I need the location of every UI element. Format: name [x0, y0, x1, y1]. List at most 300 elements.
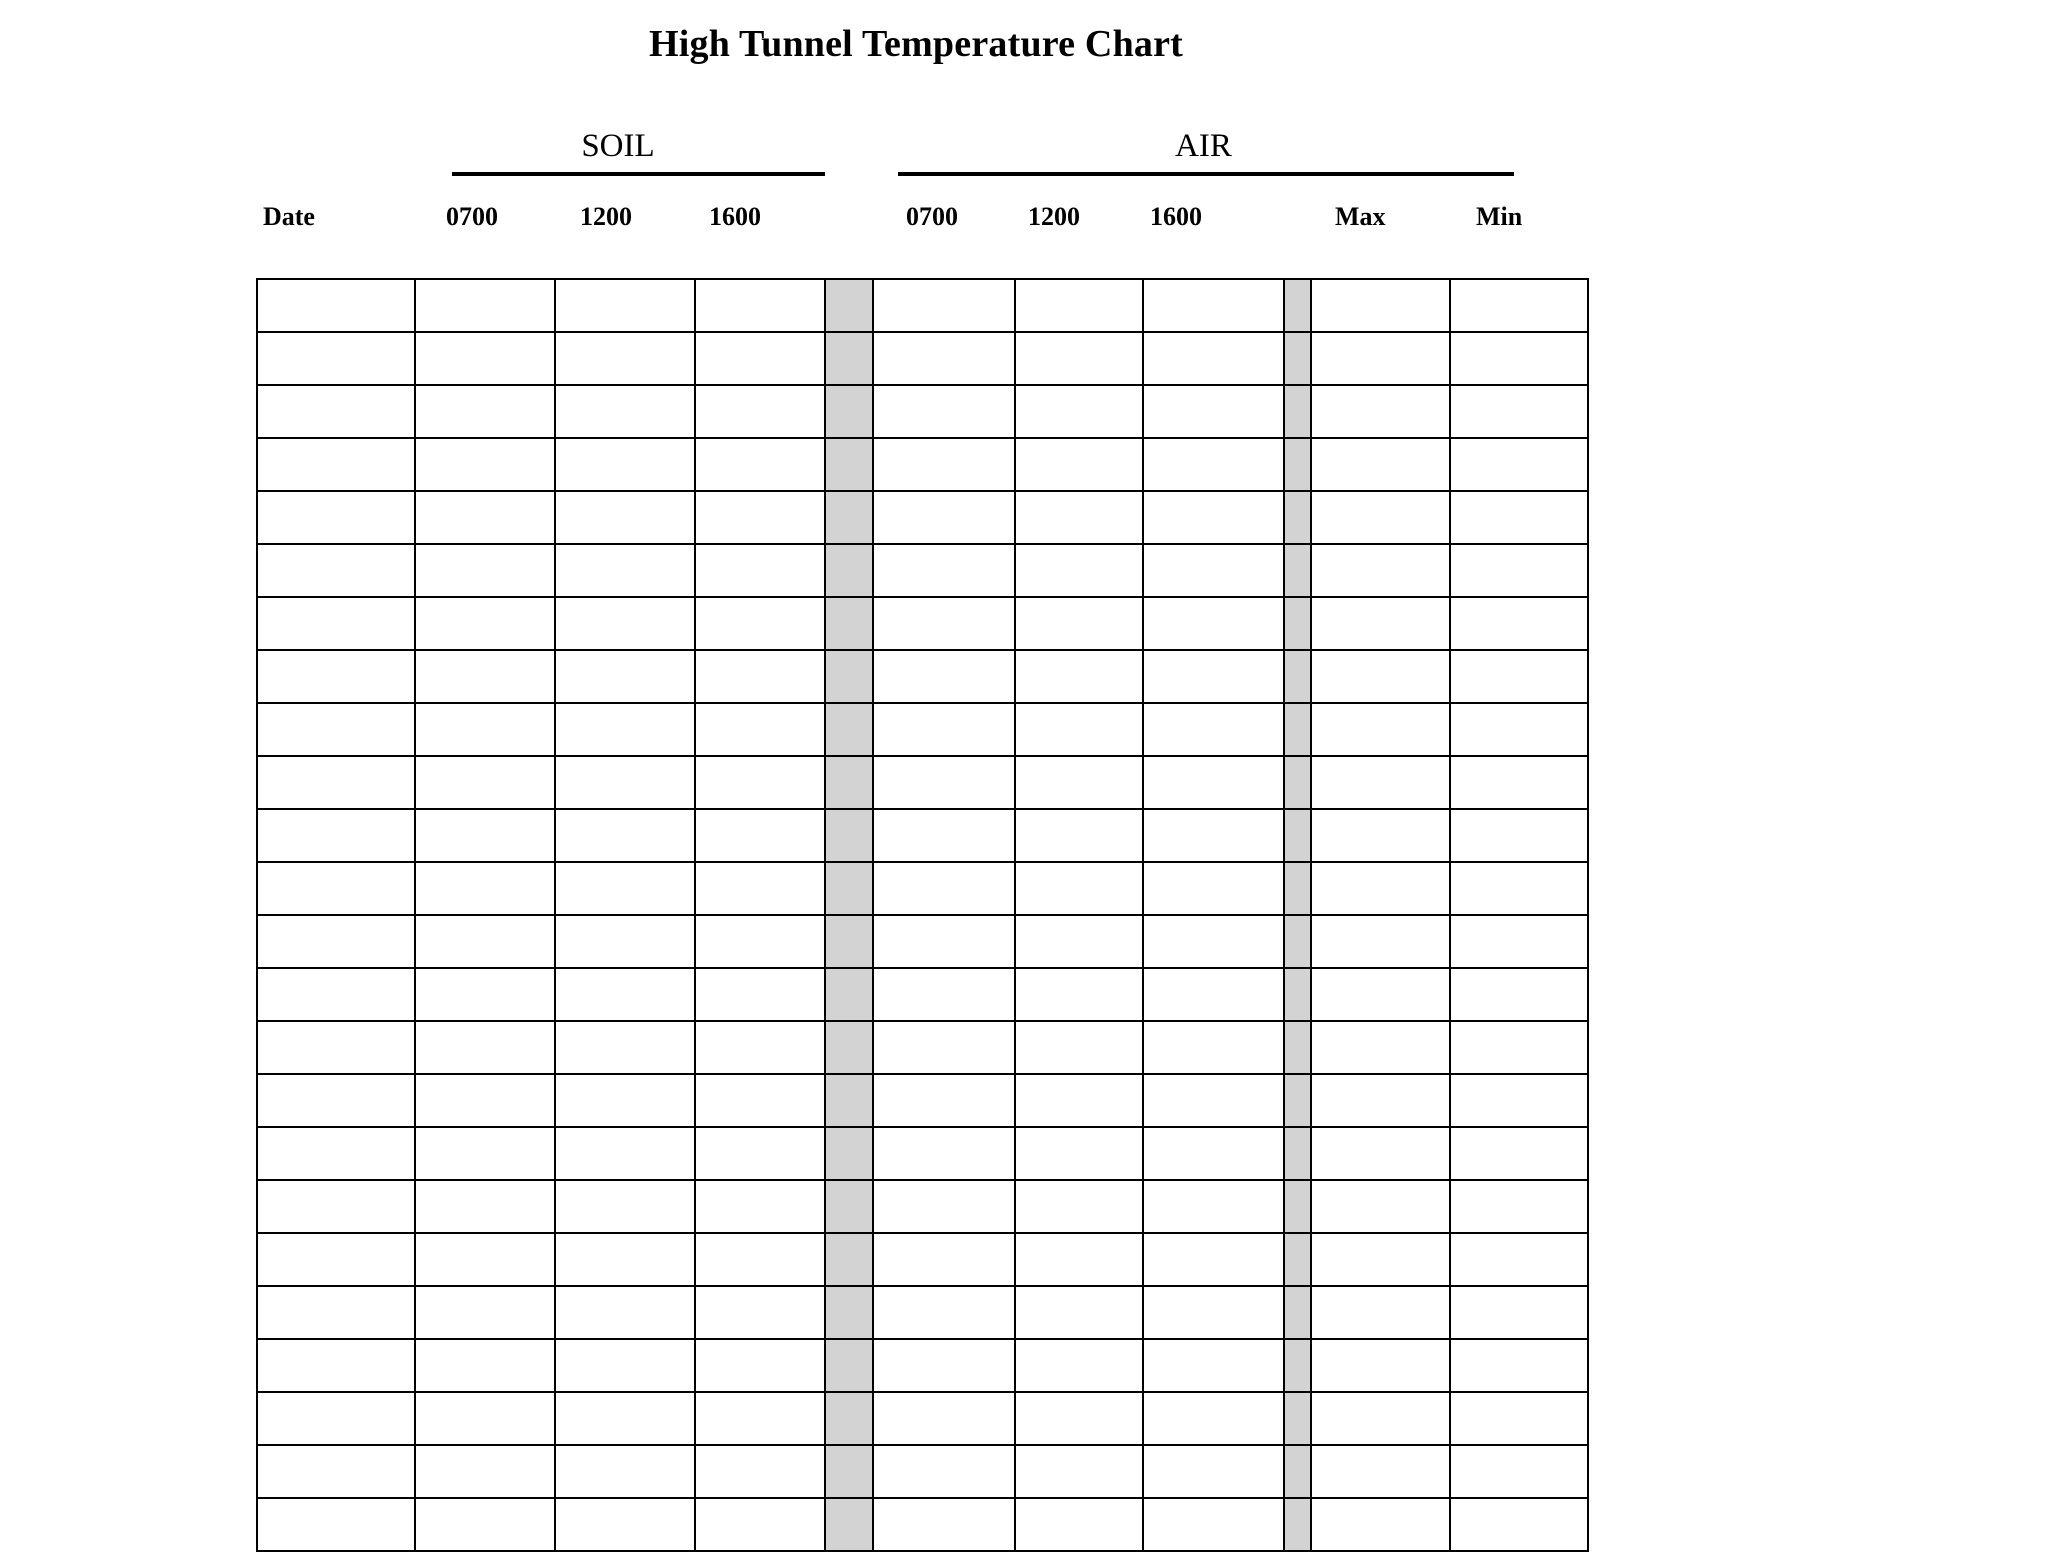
- soil-0700-cell[interactable]: [415, 703, 555, 756]
- soil-1200-cell[interactable]: [555, 544, 695, 597]
- soil-1200-cell[interactable]: [555, 491, 695, 544]
- min-cell[interactable]: [1450, 544, 1588, 597]
- max-cell[interactable]: [1311, 491, 1450, 544]
- date-cell[interactable]: [257, 1498, 415, 1551]
- air-1200-cell[interactable]: [1015, 385, 1143, 438]
- soil-1600-cell[interactable]: [695, 1127, 825, 1180]
- soil-air-separator: [825, 756, 873, 809]
- air-extremes-separator: [1284, 1339, 1311, 1392]
- soil-1600-column-header: 1600: [709, 202, 761, 231]
- air-1200-cell[interactable]: [1015, 1286, 1143, 1339]
- table-row: [257, 385, 1588, 438]
- min-cell[interactable]: [1450, 703, 1588, 756]
- date-cell[interactable]: [257, 650, 415, 703]
- air-1600-cell[interactable]: [1143, 915, 1284, 968]
- soil-group-label: SOIL: [581, 128, 655, 164]
- soil-0700-cell[interactable]: [415, 1074, 555, 1127]
- table-row: [257, 332, 1588, 385]
- soil-group-rule: [452, 172, 825, 176]
- min-cell[interactable]: [1450, 332, 1588, 385]
- min-cell[interactable]: [1450, 1127, 1588, 1180]
- soil-1200-cell[interactable]: [555, 968, 695, 1021]
- soil-1600-cell[interactable]: [695, 491, 825, 544]
- max-cell[interactable]: [1311, 1233, 1450, 1286]
- date-cell[interactable]: [257, 1180, 415, 1233]
- max-cell[interactable]: [1311, 1286, 1450, 1339]
- soil-air-separator: [825, 385, 873, 438]
- date-cell[interactable]: [257, 1286, 415, 1339]
- air-1600-cell[interactable]: [1143, 756, 1284, 809]
- soil-0700-cell[interactable]: [415, 1392, 555, 1445]
- soil-0700-cell[interactable]: [415, 862, 555, 915]
- date-cell[interactable]: [257, 915, 415, 968]
- table-row: [257, 279, 1588, 332]
- min-cell[interactable]: [1450, 809, 1588, 862]
- soil-1600-cell[interactable]: [695, 438, 825, 491]
- air-1200-cell[interactable]: [1015, 862, 1143, 915]
- soil-1200-cell[interactable]: [555, 915, 695, 968]
- max-cell[interactable]: [1311, 1339, 1450, 1392]
- date-cell[interactable]: [257, 1074, 415, 1127]
- air-extremes-separator: [1284, 1233, 1311, 1286]
- soil-1200-cell[interactable]: [555, 756, 695, 809]
- air-extremes-separator: [1284, 915, 1311, 968]
- max-cell[interactable]: [1311, 809, 1450, 862]
- air-0700-cell[interactable]: [873, 385, 1015, 438]
- soil-0700-cell[interactable]: [415, 332, 555, 385]
- min-cell[interactable]: [1450, 756, 1588, 809]
- date-cell[interactable]: [257, 544, 415, 597]
- soil-1200-cell[interactable]: [555, 1392, 695, 1445]
- air-1200-column-header: 1200: [1028, 202, 1080, 231]
- air-1200-cell[interactable]: [1015, 650, 1143, 703]
- soil-air-separator: [825, 438, 873, 491]
- soil-air-separator: [825, 279, 873, 332]
- air-1200-cell[interactable]: [1015, 1498, 1143, 1551]
- max-cell[interactable]: [1311, 385, 1450, 438]
- date-cell[interactable]: [257, 279, 415, 332]
- min-column-header: Min: [1476, 202, 1523, 231]
- soil-1200-cell[interactable]: [555, 438, 695, 491]
- air-group-label: AIR: [1175, 128, 1232, 164]
- air-0700-cell[interactable]: [873, 1498, 1015, 1551]
- soil-0700-cell[interactable]: [415, 1445, 555, 1498]
- max-cell[interactable]: [1311, 1127, 1450, 1180]
- air-1200-cell[interactable]: [1015, 756, 1143, 809]
- soil-air-separator: [825, 1445, 873, 1498]
- soil-1200-cell[interactable]: [555, 279, 695, 332]
- air-group-rule: [898, 172, 1514, 176]
- page-title: High Tunnel Temperature Chart: [649, 23, 1184, 65]
- soil-1200-cell[interactable]: [555, 1127, 695, 1180]
- soil-air-separator: [825, 1392, 873, 1445]
- table-row: [257, 1233, 1588, 1286]
- soil-air-separator: [825, 809, 873, 862]
- date-cell[interactable]: [257, 1233, 415, 1286]
- min-cell[interactable]: [1450, 1392, 1588, 1445]
- soil-0700-cell[interactable]: [415, 1339, 555, 1392]
- air-1600-cell[interactable]: [1143, 1127, 1284, 1180]
- date-cell[interactable]: [257, 1127, 415, 1180]
- air-0700-cell[interactable]: [873, 703, 1015, 756]
- air-1600-cell[interactable]: [1143, 1445, 1284, 1498]
- soil-1200-cell[interactable]: [555, 1498, 695, 1551]
- soil-air-separator: [825, 491, 873, 544]
- soil-1200-cell[interactable]: [555, 1286, 695, 1339]
- soil-0700-cell[interactable]: [415, 809, 555, 862]
- air-1200-cell[interactable]: [1015, 491, 1143, 544]
- min-cell[interactable]: [1450, 862, 1588, 915]
- min-cell[interactable]: [1450, 438, 1588, 491]
- table-row: [257, 756, 1588, 809]
- soil-0700-cell[interactable]: [415, 1180, 555, 1233]
- max-cell[interactable]: [1311, 756, 1450, 809]
- min-cell[interactable]: [1450, 491, 1588, 544]
- air-extremes-separator: [1284, 491, 1311, 544]
- min-cell[interactable]: [1450, 915, 1588, 968]
- air-1600-cell[interactable]: [1143, 597, 1284, 650]
- max-cell[interactable]: [1311, 332, 1450, 385]
- min-cell[interactable]: [1450, 597, 1588, 650]
- max-cell[interactable]: [1311, 438, 1450, 491]
- air-0700-cell[interactable]: [873, 1180, 1015, 1233]
- air-0700-cell[interactable]: [873, 332, 1015, 385]
- air-0700-column-header: 0700: [906, 202, 958, 231]
- table-row: [257, 1074, 1588, 1127]
- soil-0700-cell[interactable]: [415, 1021, 555, 1074]
- air-0700-cell[interactable]: [873, 809, 1015, 862]
- air-0700-cell[interactable]: [873, 438, 1015, 491]
- air-extremes-separator: [1284, 544, 1311, 597]
- air-1600-cell[interactable]: [1143, 809, 1284, 862]
- soil-air-separator: [825, 1233, 873, 1286]
- soil-1200-cell[interactable]: [555, 1445, 695, 1498]
- soil-1600-cell[interactable]: [695, 1233, 825, 1286]
- date-cell[interactable]: [257, 968, 415, 1021]
- soil-air-separator: [825, 597, 873, 650]
- soil-0700-cell[interactable]: [415, 915, 555, 968]
- soil-air-separator: [825, 703, 873, 756]
- air-1200-cell[interactable]: [1015, 1021, 1143, 1074]
- soil-air-separator: [825, 1286, 873, 1339]
- air-extremes-separator: [1284, 756, 1311, 809]
- min-cell[interactable]: [1450, 968, 1588, 1021]
- air-0700-cell[interactable]: [873, 650, 1015, 703]
- soil-air-separator: [825, 915, 873, 968]
- soil-0700-cell[interactable]: [415, 968, 555, 1021]
- air-extremes-separator: [1284, 597, 1311, 650]
- soil-1200-cell[interactable]: [555, 1339, 695, 1392]
- air-1200-cell[interactable]: [1015, 809, 1143, 862]
- air-extremes-separator: [1284, 332, 1311, 385]
- air-0700-cell[interactable]: [873, 1339, 1015, 1392]
- soil-1600-cell[interactable]: [695, 544, 825, 597]
- air-1600-cell[interactable]: [1143, 862, 1284, 915]
- soil-1600-cell[interactable]: [695, 1392, 825, 1445]
- air-extremes-separator: [1284, 1286, 1311, 1339]
- soil-1600-cell[interactable]: [695, 279, 825, 332]
- soil-0700-cell[interactable]: [415, 756, 555, 809]
- air-extremes-separator: [1284, 1127, 1311, 1180]
- max-cell[interactable]: [1311, 1074, 1450, 1127]
- air-1200-cell[interactable]: [1015, 1180, 1143, 1233]
- air-extremes-separator: [1284, 650, 1311, 703]
- soil-0700-cell[interactable]: [415, 491, 555, 544]
- table-row: [257, 1392, 1588, 1445]
- air-1600-cell[interactable]: [1143, 1339, 1284, 1392]
- air-1200-cell[interactable]: [1015, 544, 1143, 597]
- air-extremes-separator: [1284, 703, 1311, 756]
- air-1600-cell[interactable]: [1143, 650, 1284, 703]
- soil-1200-cell[interactable]: [555, 650, 695, 703]
- table-row: [257, 544, 1588, 597]
- air-0700-cell[interactable]: [873, 491, 1015, 544]
- soil-1600-cell[interactable]: [695, 1445, 825, 1498]
- air-0700-cell[interactable]: [873, 756, 1015, 809]
- air-1200-cell[interactable]: [1015, 1074, 1143, 1127]
- air-1600-cell[interactable]: [1143, 385, 1284, 438]
- table-row: [257, 597, 1588, 650]
- table-row: [257, 915, 1588, 968]
- soil-0700-cell[interactable]: [415, 1498, 555, 1551]
- table-row: [257, 1286, 1588, 1339]
- date-cell[interactable]: [257, 1339, 415, 1392]
- date-cell[interactable]: [257, 756, 415, 809]
- air-0700-cell[interactable]: [873, 1445, 1015, 1498]
- min-cell[interactable]: [1450, 1233, 1588, 1286]
- table-row: [257, 862, 1588, 915]
- air-extremes-separator: [1284, 862, 1311, 915]
- date-cell[interactable]: [257, 809, 415, 862]
- soil-1200-column-header: 1200: [580, 202, 632, 231]
- soil-air-separator: [825, 862, 873, 915]
- date-cell[interactable]: [257, 385, 415, 438]
- air-extremes-separator: [1284, 1445, 1311, 1498]
- air-0700-cell[interactable]: [873, 862, 1015, 915]
- soil-1600-cell[interactable]: [695, 703, 825, 756]
- table-row: [257, 1021, 1588, 1074]
- air-1200-cell[interactable]: [1015, 438, 1143, 491]
- table-row: [257, 650, 1588, 703]
- soil-1200-cell[interactable]: [555, 809, 695, 862]
- air-1600-cell[interactable]: [1143, 703, 1284, 756]
- soil-air-separator: [825, 1180, 873, 1233]
- soil-air-separator: [825, 1127, 873, 1180]
- soil-1600-cell[interactable]: [695, 915, 825, 968]
- air-1200-cell[interactable]: [1015, 915, 1143, 968]
- max-cell[interactable]: [1311, 968, 1450, 1021]
- table-row: [257, 1127, 1588, 1180]
- soil-1200-cell[interactable]: [555, 1021, 695, 1074]
- soil-1600-cell[interactable]: [695, 1339, 825, 1392]
- max-cell[interactable]: [1311, 1021, 1450, 1074]
- table-row: [257, 968, 1588, 1021]
- min-cell[interactable]: [1450, 1339, 1588, 1392]
- max-cell[interactable]: [1311, 1180, 1450, 1233]
- soil-1200-cell[interactable]: [555, 1180, 695, 1233]
- soil-0700-cell[interactable]: [415, 544, 555, 597]
- soil-air-separator: [825, 1021, 873, 1074]
- soil-0700-cell[interactable]: [415, 438, 555, 491]
- soil-air-separator: [825, 1074, 873, 1127]
- air-extremes-separator: [1284, 809, 1311, 862]
- air-1600-cell[interactable]: [1143, 1180, 1284, 1233]
- air-extremes-separator: [1284, 1074, 1311, 1127]
- air-extremes-separator: [1284, 1498, 1311, 1551]
- date-cell[interactable]: [257, 597, 415, 650]
- min-cell[interactable]: [1450, 1498, 1588, 1551]
- max-cell[interactable]: [1311, 862, 1450, 915]
- soil-1600-cell[interactable]: [695, 862, 825, 915]
- min-cell[interactable]: [1450, 650, 1588, 703]
- soil-1200-cell[interactable]: [555, 332, 695, 385]
- max-cell[interactable]: [1311, 1498, 1450, 1551]
- soil-0700-cell[interactable]: [415, 1233, 555, 1286]
- soil-1600-cell[interactable]: [695, 1286, 825, 1339]
- air-1200-cell[interactable]: [1015, 968, 1143, 1021]
- soil-1200-cell[interactable]: [555, 1233, 695, 1286]
- soil-1600-cell[interactable]: [695, 385, 825, 438]
- air-1200-cell[interactable]: [1015, 1392, 1143, 1445]
- date-cell[interactable]: [257, 862, 415, 915]
- min-cell[interactable]: [1450, 1286, 1588, 1339]
- soil-1600-cell[interactable]: [695, 809, 825, 862]
- air-1600-cell[interactable]: [1143, 1074, 1284, 1127]
- air-1600-cell[interactable]: [1143, 1392, 1284, 1445]
- soil-air-separator: [825, 544, 873, 597]
- soil-1600-cell[interactable]: [695, 650, 825, 703]
- soil-1600-cell[interactable]: [695, 968, 825, 1021]
- air-extremes-separator: [1284, 438, 1311, 491]
- soil-1600-cell[interactable]: [695, 1180, 825, 1233]
- table-row: [257, 491, 1588, 544]
- min-cell[interactable]: [1450, 1180, 1588, 1233]
- air-1600-cell[interactable]: [1143, 1021, 1284, 1074]
- soil-0700-cell[interactable]: [415, 650, 555, 703]
- table-row: [257, 1498, 1588, 1551]
- air-1200-cell[interactable]: [1015, 703, 1143, 756]
- date-cell[interactable]: [257, 1445, 415, 1498]
- date-cell[interactable]: [257, 703, 415, 756]
- air-1600-column-header: 1600: [1150, 202, 1202, 231]
- soil-1200-cell[interactable]: [555, 385, 695, 438]
- max-cell[interactable]: [1311, 650, 1450, 703]
- max-cell[interactable]: [1311, 1392, 1450, 1445]
- air-extremes-separator: [1284, 968, 1311, 1021]
- soil-0700-cell[interactable]: [415, 1127, 555, 1180]
- max-cell[interactable]: [1311, 597, 1450, 650]
- date-cell[interactable]: [257, 438, 415, 491]
- soil-air-separator: [825, 1339, 873, 1392]
- air-0700-cell[interactable]: [873, 1286, 1015, 1339]
- air-0700-cell[interactable]: [873, 544, 1015, 597]
- air-1600-cell[interactable]: [1143, 1286, 1284, 1339]
- min-cell[interactable]: [1450, 279, 1588, 332]
- soil-air-separator: [825, 968, 873, 1021]
- table-row: [257, 1339, 1588, 1392]
- soil-air-separator: [825, 332, 873, 385]
- soil-0700-column-header: 0700: [446, 202, 498, 231]
- air-0700-cell[interactable]: [873, 1127, 1015, 1180]
- soil-1600-cell[interactable]: [695, 597, 825, 650]
- date-cell[interactable]: [257, 1021, 415, 1074]
- air-1200-cell[interactable]: [1015, 1127, 1143, 1180]
- air-0700-cell[interactable]: [873, 1074, 1015, 1127]
- air-1600-cell[interactable]: [1143, 491, 1284, 544]
- temperature-log-table: [256, 278, 1589, 1552]
- air-1600-cell[interactable]: [1143, 332, 1284, 385]
- min-cell[interactable]: [1450, 1445, 1588, 1498]
- air-extremes-separator: [1284, 385, 1311, 438]
- air-1200-cell[interactable]: [1015, 1233, 1143, 1286]
- soil-1600-cell[interactable]: [695, 1074, 825, 1127]
- air-1200-cell[interactable]: [1015, 597, 1143, 650]
- table-row: [257, 703, 1588, 756]
- soil-0700-cell[interactable]: [415, 279, 555, 332]
- air-0700-cell[interactable]: [873, 1021, 1015, 1074]
- air-1600-cell[interactable]: [1143, 1498, 1284, 1551]
- air-1200-cell[interactable]: [1015, 1339, 1143, 1392]
- date-cell[interactable]: [257, 332, 415, 385]
- air-1600-cell[interactable]: [1143, 438, 1284, 491]
- soil-1600-cell[interactable]: [695, 1498, 825, 1551]
- air-1200-cell[interactable]: [1015, 279, 1143, 332]
- air-0700-cell[interactable]: [873, 279, 1015, 332]
- soil-0700-cell[interactable]: [415, 597, 555, 650]
- air-0700-cell[interactable]: [873, 597, 1015, 650]
- min-cell[interactable]: [1450, 1074, 1588, 1127]
- soil-1600-cell[interactable]: [695, 1021, 825, 1074]
- air-extremes-separator: [1284, 1392, 1311, 1445]
- max-cell[interactable]: [1311, 915, 1450, 968]
- min-cell[interactable]: [1450, 385, 1588, 438]
- air-1200-cell[interactable]: [1015, 332, 1143, 385]
- date-column-header: Date: [263, 202, 315, 231]
- max-cell[interactable]: [1311, 544, 1450, 597]
- air-extremes-separator: [1284, 279, 1311, 332]
- date-cell[interactable]: [257, 491, 415, 544]
- air-0700-cell[interactable]: [873, 1233, 1015, 1286]
- date-cell[interactable]: [257, 1392, 415, 1445]
- air-0700-cell[interactable]: [873, 1392, 1015, 1445]
- soil-1600-cell[interactable]: [695, 756, 825, 809]
- max-column-header: Max: [1335, 202, 1386, 231]
- air-1600-cell[interactable]: [1143, 279, 1284, 332]
- air-1200-cell[interactable]: [1015, 1445, 1143, 1498]
- air-1600-cell[interactable]: [1143, 968, 1284, 1021]
- table-row: [257, 809, 1588, 862]
- max-cell[interactable]: [1311, 703, 1450, 756]
- max-cell[interactable]: [1311, 1445, 1450, 1498]
- air-0700-cell[interactable]: [873, 968, 1015, 1021]
- soil-1200-cell[interactable]: [555, 862, 695, 915]
- soil-1600-cell[interactable]: [695, 332, 825, 385]
- table-row: [257, 1180, 1588, 1233]
- air-1600-cell[interactable]: [1143, 544, 1284, 597]
- soil-air-separator: [825, 650, 873, 703]
- air-0700-cell[interactable]: [873, 915, 1015, 968]
- table-row: [257, 1445, 1588, 1498]
- table-row: [257, 438, 1588, 491]
- soil-1200-cell[interactable]: [555, 1074, 695, 1127]
- soil-0700-cell[interactable]: [415, 1286, 555, 1339]
- air-1600-cell[interactable]: [1143, 1233, 1284, 1286]
- soil-1200-cell[interactable]: [555, 597, 695, 650]
- max-cell[interactable]: [1311, 279, 1450, 332]
- soil-1200-cell[interactable]: [555, 703, 695, 756]
- min-cell[interactable]: [1450, 1021, 1588, 1074]
- soil-0700-cell[interactable]: [415, 385, 555, 438]
